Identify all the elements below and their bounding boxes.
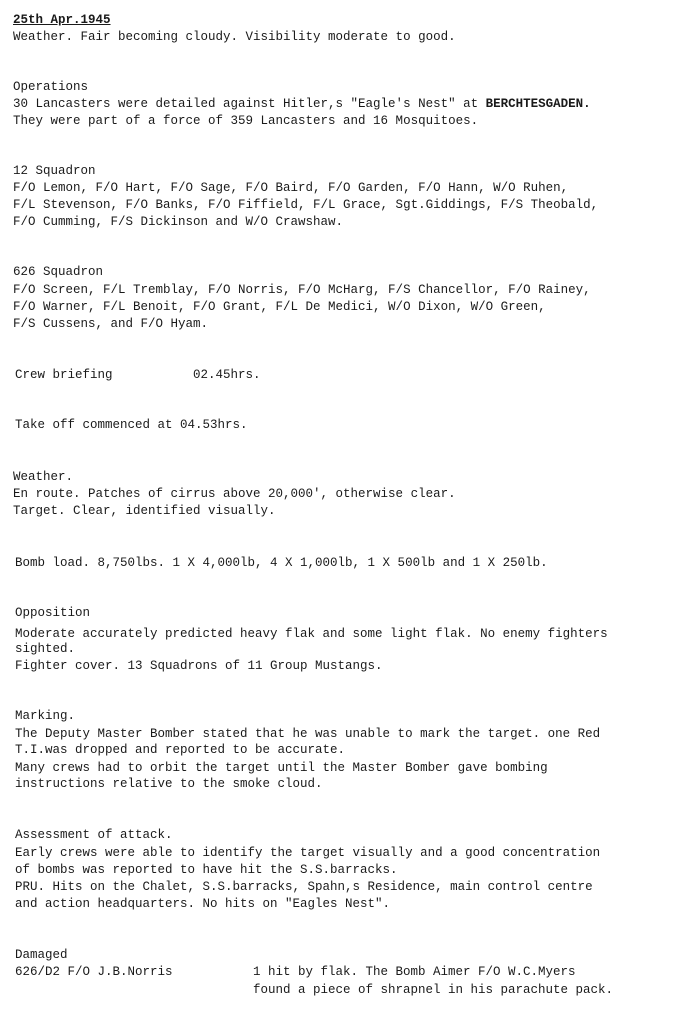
operations-text: 30 Lancasters were detailed against Hitler,s "Eagle's Nest" at — [13, 97, 486, 111]
takeoff-time: Take off commenced at 04.53hrs. — [15, 418, 248, 432]
fighter-cover: Fighter cover. 13 Squadrons of 11 Group Mustangs. — [15, 659, 383, 673]
operations-heading: Operations — [13, 80, 89, 94]
squadron-12-crews: F/L Stevenson, F/O Banks, F/O Fiffield, F/L Grace, Sgt.Giddings, F/S Theobald, — [13, 198, 599, 212]
assessment-detail: of bombs was reported to have hit the S.S.barracks. — [15, 863, 398, 877]
squadron-626-heading: 626 Squadron — [13, 265, 104, 279]
operations-line-2: They were part of a force of 359 Lancasters and 16 Mosquitoes. — [13, 114, 479, 128]
squadron-12-crews: F/O Lemon, F/O Hart, F/O Sage, F/O Baird, F/O Garden, F/O Hann, W/O Ruhen, — [13, 181, 569, 195]
weather-heading: Weather. — [13, 470, 74, 484]
bomb-load: Bomb load. 8,750lbs. 1 X 4,000lb, 4 X 1,000lb, 1 X 500lb and 1 X 250lb. — [15, 556, 548, 570]
operations-line-1 — [13, 96, 591, 112]
squadron-626-crews: F/O Warner, F/L Benoit, F/O Grant, F/L De Medici, W/O Dixon, W/O Green, — [13, 300, 546, 314]
assessment-detail: and action headquarters. No hits on "Eagles Nest". — [15, 897, 391, 911]
marking-detail: The Deputy Master Bomber stated that he was unable to mark the target. one Red — [15, 727, 601, 741]
squadron-626-crews: F/S Cussens, and F/O Hyam. — [13, 317, 209, 331]
squadron-12-crews: F/O Cumming, F/S Dickinson and W/O Crawshaw. — [13, 215, 344, 229]
crew-briefing-time: 02.45hrs. — [193, 368, 261, 382]
weather-detail: En route. Patches of cirrus above 20,000', otherwise clear. — [13, 487, 456, 501]
assessment-detail: Early crews were able to identify the target visually and a good concentration — [15, 846, 601, 860]
opposition-detail: sighted. — [15, 642, 76, 656]
opposition-detail: Moderate accurately predicted heavy flak and some light flak. No enemy fighters — [15, 627, 608, 641]
operations-target: BERCHTESGADEN. — [485, 97, 591, 111]
marking-heading: Marking. — [15, 709, 76, 723]
marking-detail: Many crews had to orbit the target until the Master Bomber gave bombing — [15, 761, 548, 775]
assessment-detail: PRU. Hits on the Chalet, S.S.barracks, Spahn,s Residence, main control centre — [15, 880, 593, 894]
assessment-heading: Assessment of attack. — [15, 828, 173, 842]
damaged-detail: 1 hit by flak. The Bomb Aimer F/O W.C.Myers — [253, 965, 576, 979]
squadron-12-heading: 12 Squadron — [13, 164, 96, 178]
opposition-heading: Opposition — [15, 606, 91, 620]
marking-detail: T.I.was dropped and reported to be accurate. — [15, 743, 346, 757]
weather-summary: Weather. Fair becoming cloudy. Visibility moderate to good. — [13, 30, 456, 44]
marking-detail: instructions relative to the smoke cloud. — [15, 777, 323, 791]
damaged-detail: found a piece of shrapnel in his parachute pack. — [253, 983, 614, 997]
weather-detail: Target. Clear, identified visually. — [13, 504, 276, 518]
damaged-aircraft: 626/D2 F/O J.B.Norris — [15, 965, 173, 979]
damaged-heading: Damaged — [15, 948, 68, 962]
crew-briefing-label: Crew briefing — [15, 368, 113, 382]
date-heading: 25th Apr.1945 — [13, 13, 111, 27]
squadron-626-crews: F/O Screen, F/L Tremblay, F/O Norris, F/O McHarg, F/S Chancellor, F/O Rainey, — [13, 283, 591, 297]
